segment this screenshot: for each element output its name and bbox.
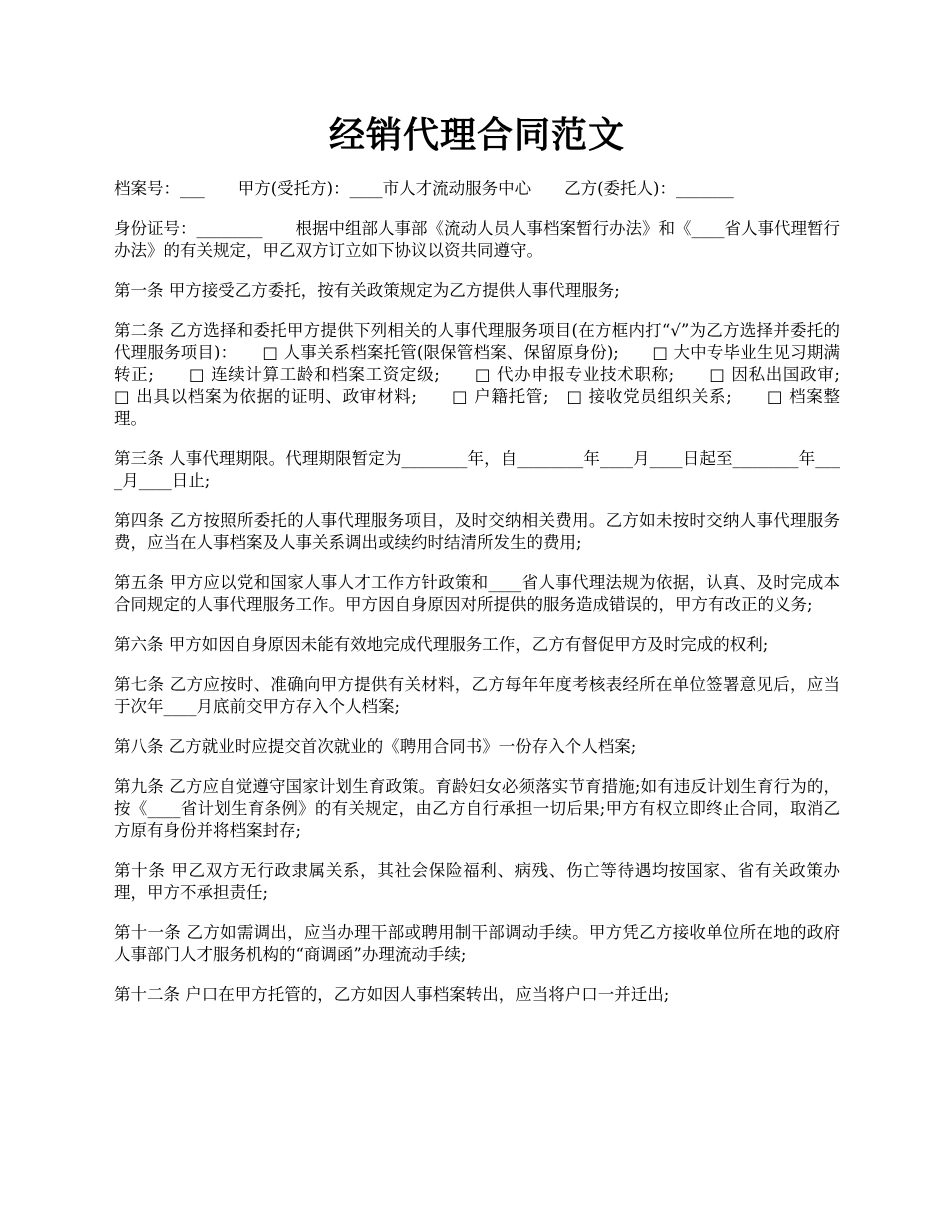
- article-9: 第九条 乙方应自觉遵守国家计划生育政策。育龄妇女必须落实节育措施;如有违反计划生育行为的，按《____省计划生育条例》的有关规定，由乙方自行承担一切后果;甲方有权立即终止合同，取消乙方原有身份并将档案封存;: [114, 777, 840, 840]
- article-3: 第三条 人事代理期限。代理期限暂定为________年，自________年____月____日起至________年____月____日止;: [114, 449, 840, 490]
- intro-paragraph: 身份证号：________ 根据中组部人事部《流动人员人事档案暂行办法》和《____省人事代理暂行办法》的有关规定，甲乙双方订立如下协议以资共同遵守。: [114, 219, 840, 260]
- document-title: 经销代理合同范文: [328, 114, 625, 156]
- article-2: 第二条 乙方选择和委托甲方提供下列相关的人事代理服务项目(在方框内打“√”为乙方选择并委托的代理服务项目)： □ 人事关系档案托管(限保管档案、保留原身份); □ 大中专毕业生见习期满转正; □ 连续计算工龄和档案工资定级; □ 代办申报专业技术职称; □ 因私出国政审; □ 出具以档案为依据的证明、政审材料; □ 户籍托管; □ 接收党员组织关系; □ 档案整理。: [114, 321, 873, 428]
- article-8: 第八条 乙方就业时应提交首次就业的《聘用合同书》一份存入个人档案;: [114, 737, 637, 756]
- article-10: 第十条 甲乙双方无行政隶属关系，其社会保险福利、病残、伤亡等待遇均按国家、省有关政策办理，甲方不承担责任;: [114, 861, 840, 902]
- article-11: 第十一条 乙方如需调出，应当办理干部或聘用制干部调动手续。甲方凭乙方接收单位所在地的政府人事部门人才服务机构的“商调函”办理流动手续;: [114, 923, 840, 964]
- article-6: 第六条 甲方如因自身原因未能有效地完成代理服务工作，乙方有督促甲方及时完成的权利;: [114, 635, 769, 654]
- header-line: 档案号：___ 甲方(受托方)：____市人才流动服务中心 乙方(委托人)：_______: [114, 179, 734, 198]
- document-page: [114, 110, 873, 1024]
- article-4: 第四条 乙方按照所委托的人事代理服务项目，及时交纳相关费用。乙方如未按时交纳人事代理服务费，应当在人事档案及人事关系调出或续约时结清所发生的费用;: [114, 511, 840, 552]
- article-7: 第七条 乙方应按时、准确向甲方提供有关材料，乙方每年年度考核表经所在单位签署意见后，应当于次年____月底前交甲方存入个人档案;: [114, 675, 840, 716]
- article-5: 第五条 甲方应以党和国家人事人才工作方针政策和____省人事代理法规为依据，认真、及时完成本合同规定的人事代理服务工作。甲方因自身原因对所提供的服务造成错误的，甲方有改正的义务;: [114, 573, 840, 614]
- article-1: 第一条 甲方接受乙方委托，按有关政策规定为乙方提供人事代理服务;: [114, 281, 620, 300]
- article-12: 第十二条 户口在甲方托管的，乙方如因人事档案转出，应当将户口一并迁出;: [114, 985, 670, 1004]
